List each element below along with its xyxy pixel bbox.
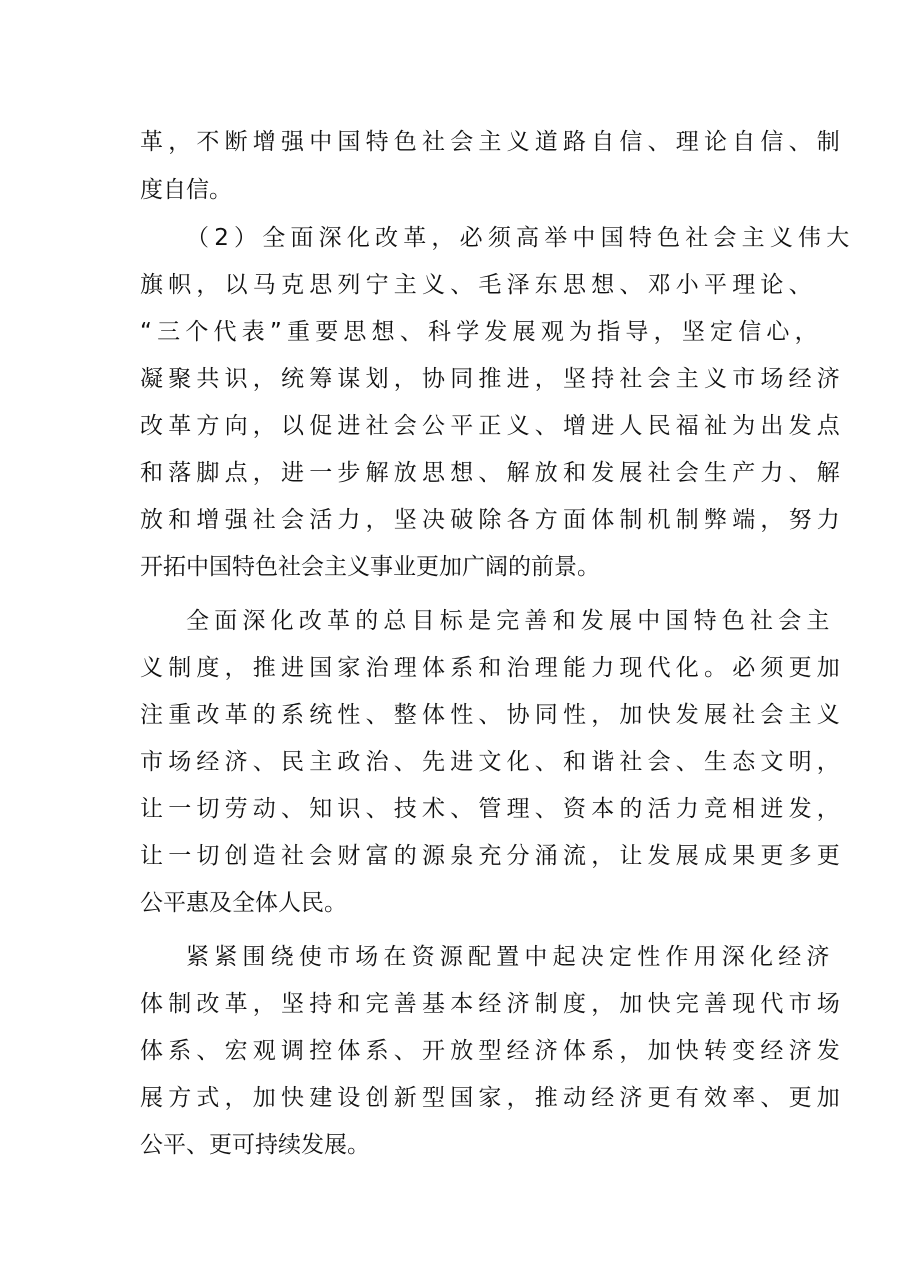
text-line: 让一切创造社会财富的源泉充分涌流，让发展成果更多更 (140, 843, 845, 869)
text-line: 放和增强社会活力，坚决破除各方面体制机制弊端，努力 (140, 507, 845, 533)
text-line: 注重改革的系统性、整体性、协同性，加快发展社会主义 (140, 702, 845, 728)
text-line: “三个代表”重要思想、科学发展观为指导，坚定信心， (140, 319, 823, 345)
text-line: 公平惠及全体人民。 (140, 890, 347, 916)
text-line: 让一切劳动、知识、技术、管理、资本的活力竞相迸发， (140, 796, 845, 822)
text-line: 市场经济、民主政治、先进文化、和谐社会、生态文明， (140, 749, 845, 775)
paragraph-first-line: （2）全面深化改革，必须高举中国特色社会主义伟大 (186, 225, 855, 251)
paragraph-first-line: 全面深化改革的总目标是完善和发展中国特色社会主 (186, 608, 835, 634)
text-line: 和落脚点，进一步解放思想、解放和发展社会生产力、解 (140, 460, 845, 486)
text-line: 改革方向，以促进社会公平正义、增进人民福祉为出发点 (140, 413, 845, 439)
text-line: 革，不断增强中国特色社会主义道路自信、理论自信、制 (140, 129, 845, 155)
text-line: 旗帜，以马克思列宁主义、毛泽东思想、邓小平理论、 (140, 272, 817, 298)
text-line: 体系、宏观调控体系、开放型经济体系，加快转变经济发 (140, 1038, 845, 1064)
text-line: 度自信。 (140, 177, 232, 203)
paragraph-first-line: 紧紧围绕使市场在资源配置中起决定性作用深化经济 (186, 944, 835, 970)
text-line: 展方式，加快建设创新型国家，推动经济更有效率、更加 (140, 1085, 845, 1111)
text-line: 开拓中国特色社会主义事业更加广阔的前景。 (140, 554, 600, 580)
text-line: 凝聚共识，统筹谋划，协同推进，坚持社会主义市场经济 (140, 366, 845, 392)
text-line: 体制改革，坚持和完善基本经济制度，加快完善现代市场 (140, 991, 845, 1017)
text-line: 义制度，推进国家治理体系和治理能力现代化。必须更加 (140, 655, 845, 681)
text-line: 公平、更可持续发展。 (140, 1132, 370, 1158)
